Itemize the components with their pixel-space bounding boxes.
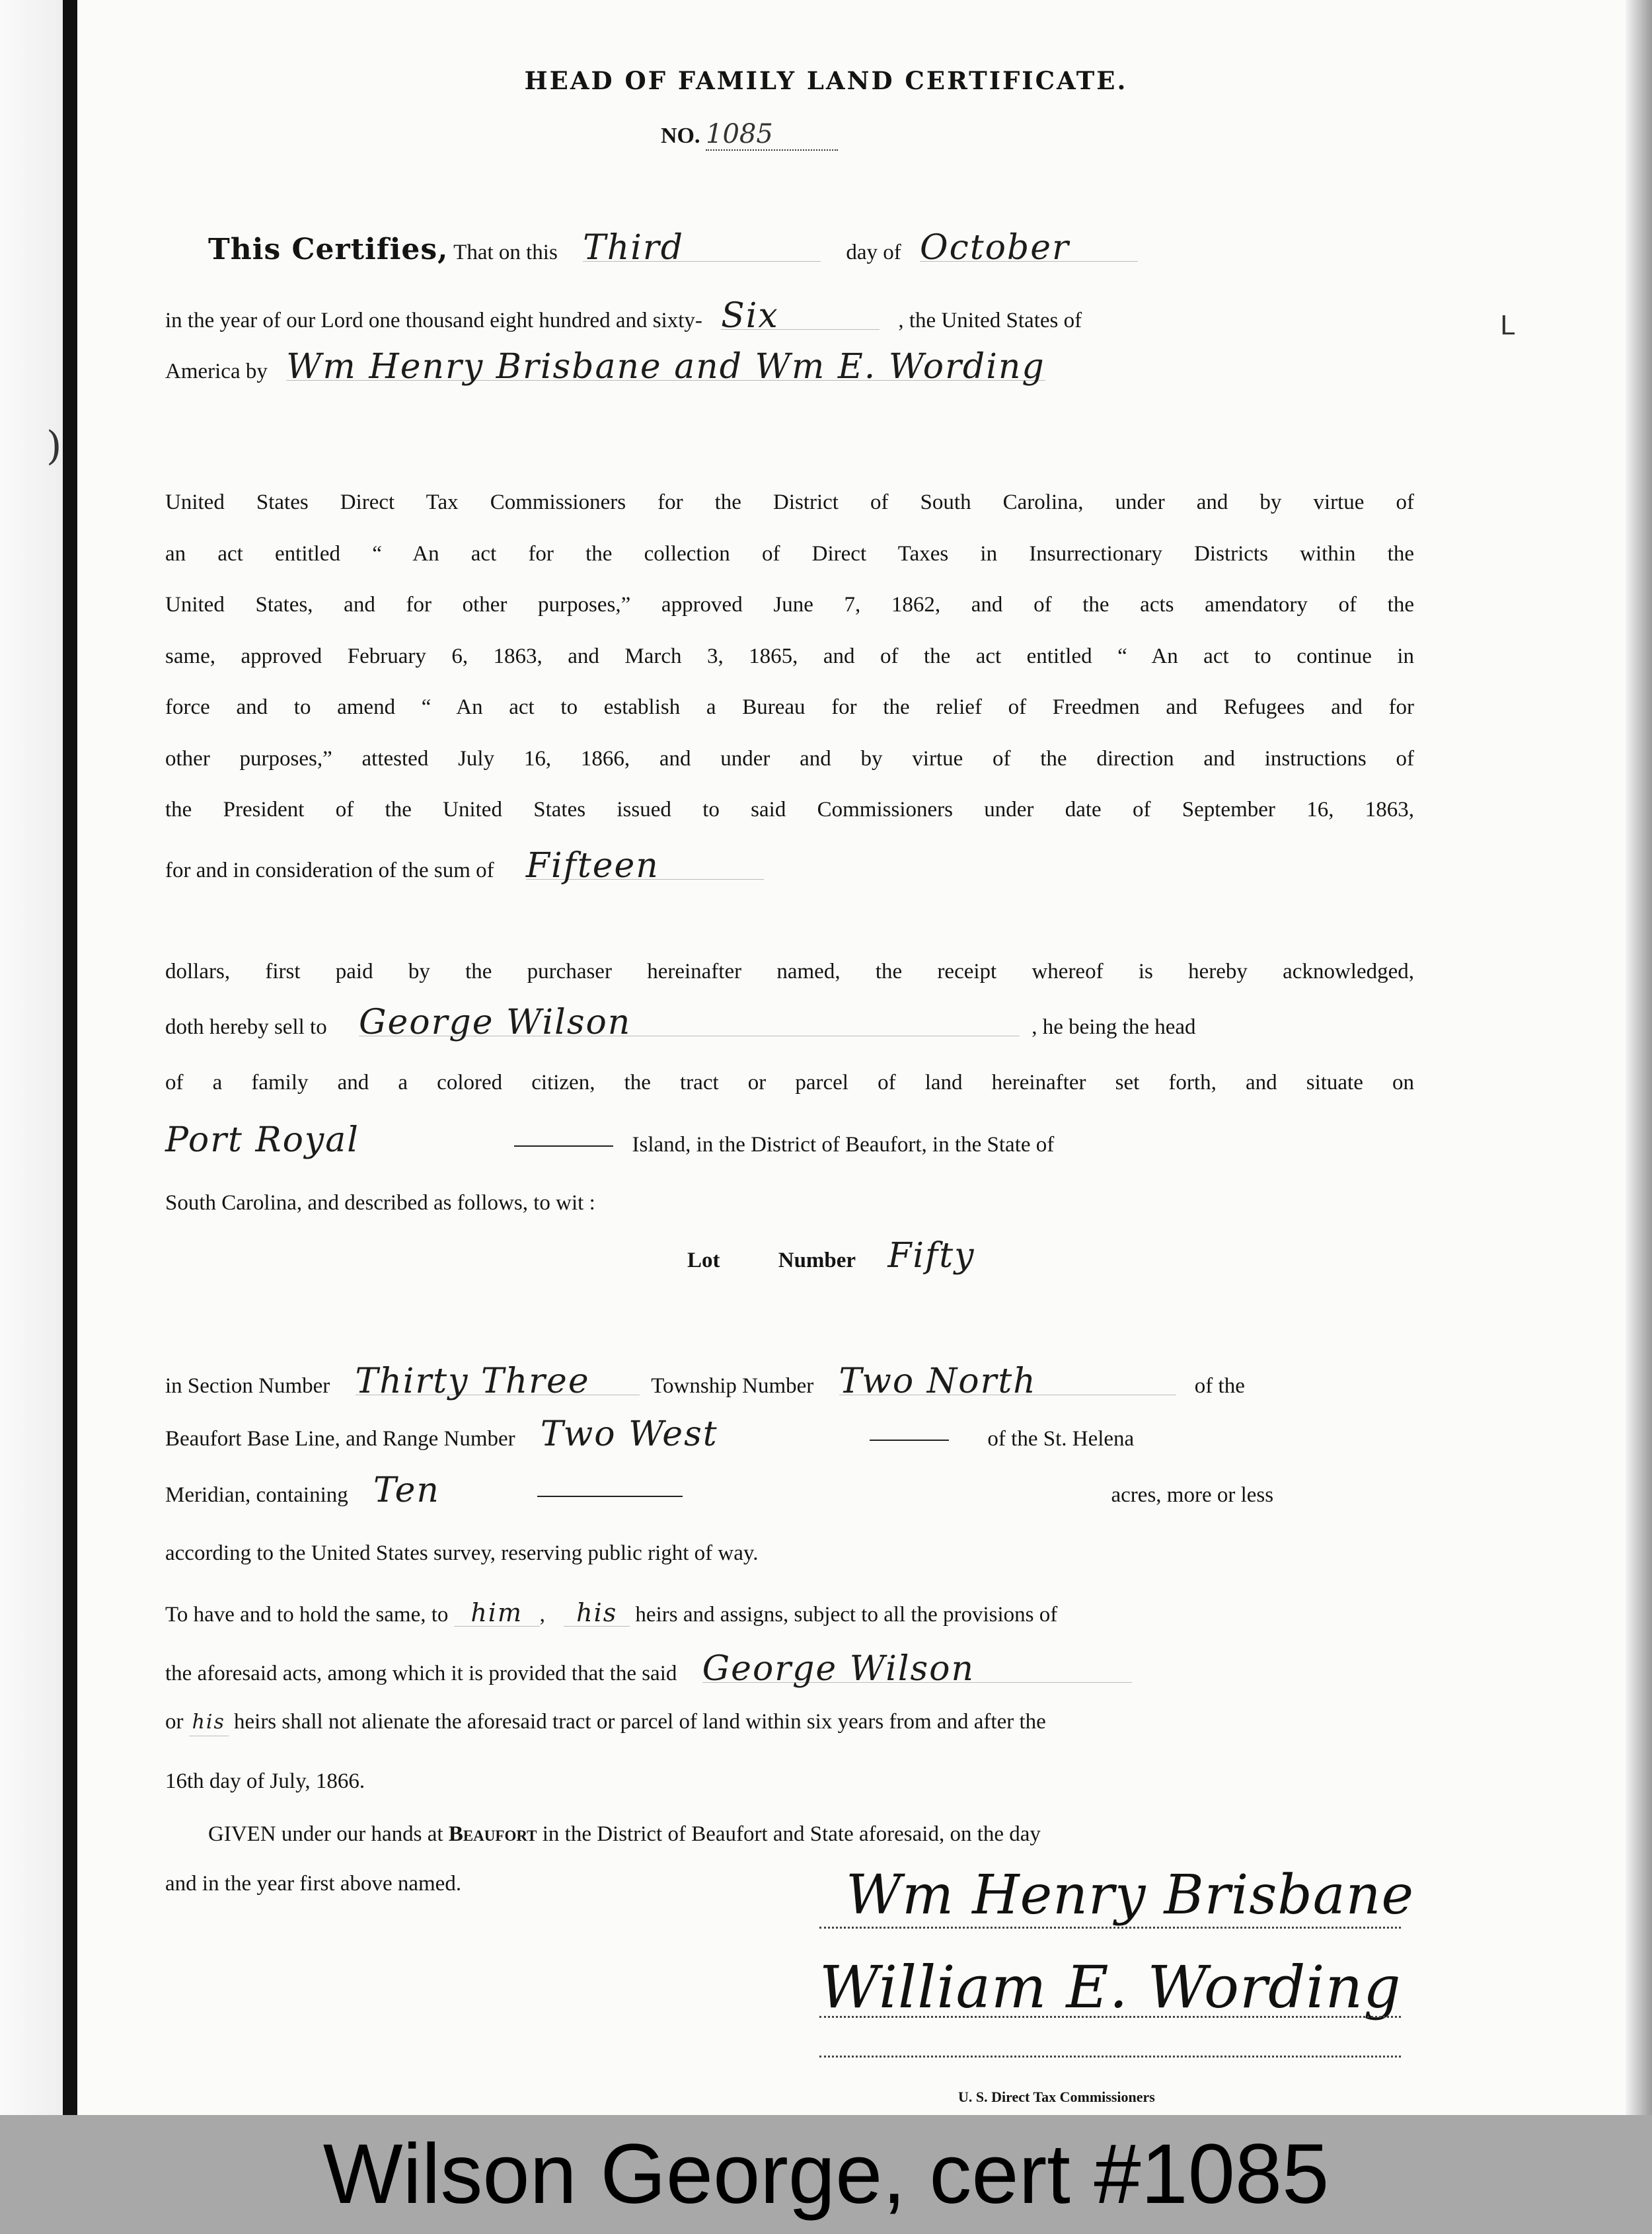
- text-fragment: in Section Number: [165, 1374, 330, 1398]
- binding-edge: [63, 0, 77, 2115]
- text-fragment: for and in consideration of the sum of: [165, 859, 494, 882]
- text-fragment: Beaufort: [448, 1822, 537, 1846]
- text-line: [165, 846, 1414, 886]
- handwritten-island: Port Royal: [165, 1120, 359, 1160]
- text-line: [165, 1709, 1414, 1736]
- text-line: other purposes,” attested July 16, 1866, and under and by virtue of the direction and instructions of: [165, 747, 1414, 771]
- text-fragment: heirs and assigns, subject to all the provisions of: [635, 1603, 1058, 1627]
- handwritten-pronoun: him: [454, 1599, 540, 1627]
- text-line: an act entitled “ An act for the collection of Direct Taxes in Insurrectionary Districts within the: [165, 542, 1414, 566]
- text-line: of a family and a colored citizen, the tract or parcel of land hereinafter set forth, and situate on: [165, 1071, 1414, 1095]
- text-line: [165, 1120, 1414, 1160]
- fill-dash: [514, 1145, 613, 1147]
- text-fragment: , the United States of: [898, 309, 1082, 332]
- handwritten-lot: Fifty: [887, 1236, 975, 1276]
- text-line: United States Direct Tax Commissioners for the District of South Carolina, under and by virtue of: [165, 490, 1414, 514]
- this-certifies: This Certifies,: [208, 233, 449, 266]
- text-line: [165, 1649, 1414, 1689]
- text-fragment: in the District of Beaufort and State aforesaid, on the day: [542, 1822, 1041, 1846]
- handwritten-year: Six: [721, 303, 880, 330]
- text-line: according to the United States survey, reserving public right of way.: [165, 1541, 759, 1565]
- text-fragment: GIVEN under our hands at: [208, 1822, 443, 1846]
- signature-line: [819, 1927, 1401, 1929]
- text-fragment: in the year of our Lord one thousand eight hundred and sixty-: [165, 309, 702, 332]
- page-margin: [0, 0, 63, 2115]
- text-line: and in the year first above named.: [165, 1872, 462, 1896]
- text-line: the President of the United States issued to said Commissioners under date of September 16, 1863,: [165, 798, 1414, 822]
- text-fragment: , he being the head: [1032, 1015, 1196, 1039]
- caption-bar: Wilson George, cert #1085: [0, 2115, 1652, 2234]
- text-fragment: day of: [846, 241, 901, 264]
- text-fragment: America by: [165, 360, 268, 383]
- signature-brisbane: Wm Henry Brisbane: [846, 1864, 1415, 1927]
- certificate-number-label: NO.: [661, 124, 700, 148]
- handwritten-pronoun: his: [189, 1709, 229, 1736]
- text-line: same, approved February 6, 1863, and March 3, 1865, and of the act entitled “ An act to continue in: [165, 644, 1414, 668]
- fill-dash: [537, 1496, 683, 1497]
- text-fragment: the aforesaid acts, among which it is provided that the said: [165, 1662, 677, 1685]
- signature-line: [819, 2056, 1401, 2058]
- stray-mark: ): [46, 423, 62, 469]
- text-line: To have and to hold the same, to him , his heirs and assigns, subject to all the provisions of: [165, 1598, 1058, 1627]
- handwritten-pronoun: his: [564, 1599, 630, 1627]
- text-fragment: doth hereby sell to: [165, 1015, 327, 1039]
- certificate-number-value: 1085: [706, 119, 838, 151]
- handwritten-acres: Ten: [373, 1471, 440, 1510]
- lot-number-label: Number: [778, 1249, 856, 1272]
- text-line: [208, 1821, 1414, 1847]
- text-line: [165, 296, 1414, 336]
- text-fragment: To have and to hold the same, to: [165, 1603, 449, 1627]
- handwritten-sum: Fifteen: [526, 853, 764, 880]
- handwritten-day: Third: [583, 235, 821, 262]
- text-fragment: Meridian, containing: [165, 1483, 348, 1507]
- text-fragment: Beaufort Base Line, and Range Number: [165, 1427, 515, 1451]
- text-line: [165, 1414, 1414, 1454]
- text-line: South Carolina, and described as follows, to wit :: [165, 1191, 595, 1215]
- text-fragment: Township Number: [651, 1374, 814, 1398]
- text-fragment: of the St. Helena: [987, 1427, 1135, 1451]
- text-line: [165, 347, 1414, 387]
- text-fragment: of the: [1194, 1374, 1245, 1398]
- fill-dash: [870, 1440, 949, 1441]
- text-line: [687, 1236, 1414, 1276]
- text-line: 16th day of July, 1866.: [165, 1769, 365, 1793]
- text-line: dollars, first paid by the purchaser hereinafter named, the receipt whereof is hereby acknowledged,: [165, 960, 1414, 983]
- text-fragment: That on this: [453, 241, 558, 264]
- signature-line: [819, 2016, 1401, 2018]
- text-fragment: heirs shall not alienate the aforesaid tract or parcel of land within six years from and after the: [234, 1710, 1046, 1734]
- handwritten-month: October: [920, 235, 1138, 262]
- handwritten-section: Thirty Three: [356, 1368, 640, 1395]
- text-fragment: or: [165, 1710, 184, 1734]
- page-edge-shadow: [1626, 0, 1652, 2115]
- text-line: force and to amend “ An act to establish a Bureau for the relief of Freedmen and Refugees and for: [165, 695, 1414, 719]
- stray-mark: ᒪ: [1500, 311, 1515, 341]
- handwritten-purchaser: George Wilson: [702, 1656, 1132, 1683]
- text-fragment: acres, more or less: [1111, 1483, 1274, 1507]
- certificate-title: HEAD OF FAMILY LAND CERTIFICATE.: [524, 66, 1128, 95]
- text-line: [165, 1003, 1414, 1042]
- certificate-number: [661, 119, 838, 151]
- handwritten-commissioners: Wm Henry Brisbane and Wm E. Wording: [286, 347, 1045, 387]
- text-line: [208, 228, 1398, 268]
- commissioners-label: U. S. Direct Tax Commissioners: [958, 2089, 1155, 2105]
- text-fragment: Island, in the District of Beaufort, in the State of: [632, 1133, 1055, 1157]
- handwritten-range: Two West: [540, 1414, 718, 1454]
- handwritten-township: Two North: [839, 1368, 1176, 1395]
- text-line: [165, 1471, 1414, 1510]
- signature-wording: William E. Wording: [819, 1953, 1402, 2021]
- text-line: United States, and for other purposes,” approved June 7, 1862, and of the acts amendatory of the: [165, 593, 1414, 617]
- text-line: [165, 1362, 1414, 1401]
- lot-label: Lot: [687, 1249, 720, 1272]
- handwritten-purchaser: George Wilson: [359, 1009, 1020, 1036]
